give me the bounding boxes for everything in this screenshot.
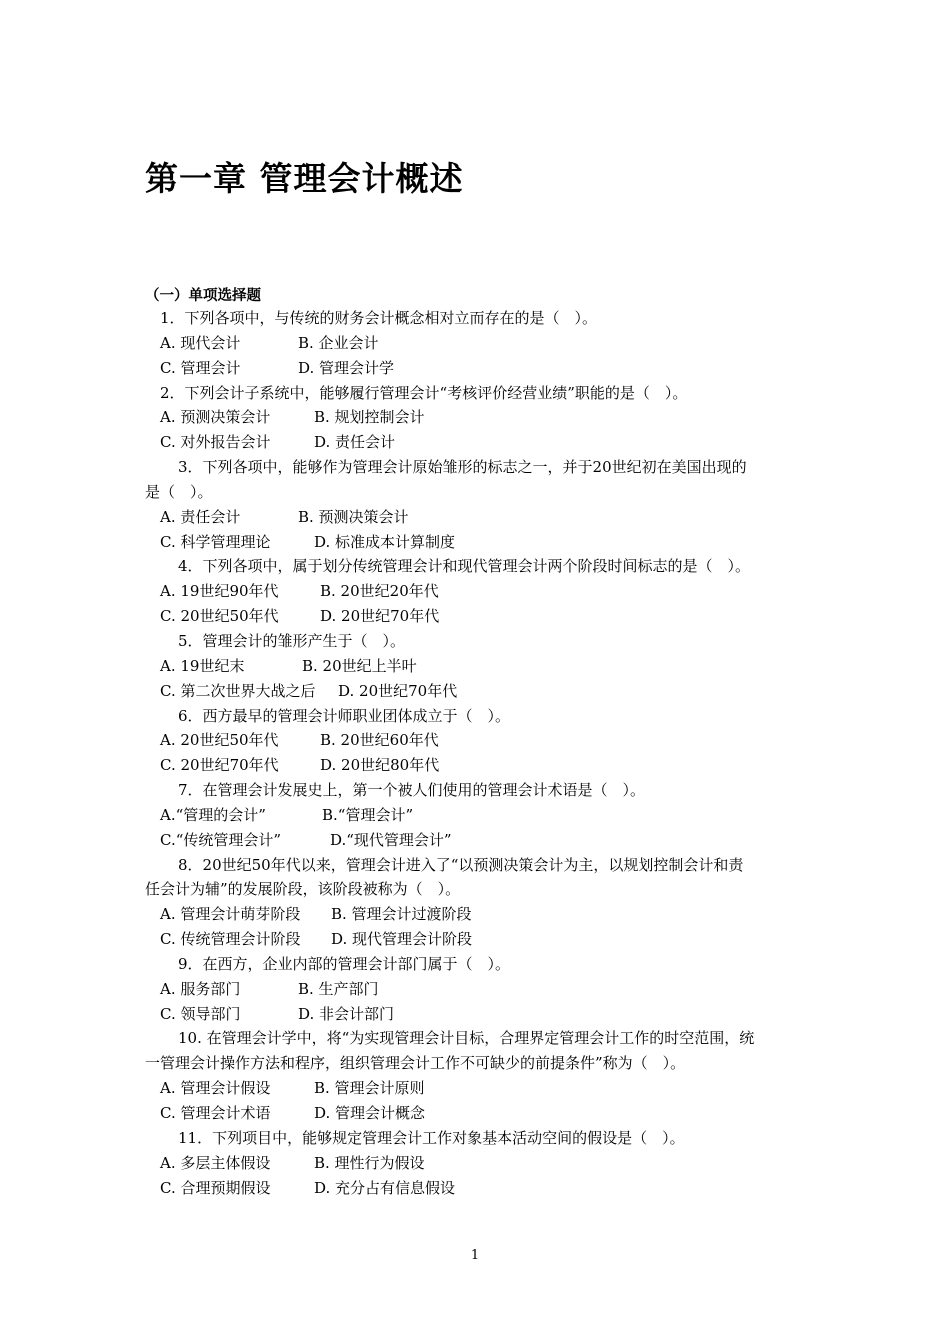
option: A. 责任会计: [160, 507, 241, 526]
option: C. 20世纪70年代: [160, 756, 279, 775]
option: C. 科学管理理论: [160, 532, 271, 551]
chapter-title: 第一章 管理会计概述: [145, 159, 464, 198]
question-stem: 7．在管理会计发展史上，第一个被人们使用的管理会计术语是（ ）。: [178, 781, 646, 800]
option: C. 对外报告会计: [160, 433, 271, 452]
option: B. 理性行为假设: [314, 1153, 425, 1172]
option: D. 标准成本计算制度: [314, 532, 456, 551]
question-stem: 1．下列各项中，与传统的财务会计概念相对立而存在的是（ ）。: [160, 309, 598, 327]
option-row: [145, 927, 813, 952]
option-row: [145, 902, 813, 927]
option: D. 管理会计概念: [314, 1104, 426, 1122]
option-row: [145, 828, 813, 853]
option-row: [145, 1002, 813, 1027]
option: A. 管理会计萌芽阶段: [160, 905, 301, 924]
question-stem-continued: 一管理会计操作方法和程序，组织管理会计工作不可缺少的前提条件”称为（ ）。: [145, 1054, 686, 1073]
option-row: [145, 654, 813, 679]
section-heading: （一）单项选择题: [145, 288, 261, 304]
option-row: [145, 753, 813, 778]
option-row: [145, 1176, 813, 1201]
option: B. 生产部门: [298, 979, 379, 998]
option-row: [145, 1101, 813, 1126]
question-stem: 6．西方最早的管理会计师职业团体成立于（ ）。: [178, 706, 511, 725]
option: C. 传统管理会计阶段: [160, 930, 301, 949]
page-number: 1: [470, 1248, 480, 1263]
option-row: [145, 1076, 813, 1101]
option-row: [145, 803, 813, 828]
option: D. 管理会计学: [298, 358, 395, 377]
option: C. 合理预期假设: [160, 1178, 271, 1197]
option-row: [145, 728, 813, 753]
option: B.“管理会计”: [322, 805, 414, 824]
option: A. 19世纪末: [160, 656, 245, 675]
option: B. 20世纪上半叶: [302, 656, 417, 675]
option: A. 服务部门: [160, 979, 241, 998]
option: A. 预测决策会计: [160, 408, 271, 427]
option-row: [145, 356, 813, 381]
question-stem: 10. 在管理会计学中，将“为实现管理会计目标，合理界定管理会计工作的时空范围，统: [178, 1029, 755, 1048]
option: C. 管理会计术语: [160, 1104, 271, 1122]
option: C. 第二次世界大战之后: [160, 681, 316, 700]
question-stem-continued: 任会计为辅”的发展阶段，该阶段被称为（ ）。: [145, 880, 461, 899]
question-list: [145, 306, 813, 1200]
option: A. 20世纪50年代: [160, 731, 279, 750]
option: D. 20世纪70年代: [338, 681, 458, 700]
option: B. 预测决策会计: [298, 507, 409, 526]
option: B. 20世纪20年代: [320, 582, 439, 601]
option-row: [145, 405, 813, 430]
option: C. 管理会计: [160, 358, 241, 377]
option-row: [145, 1151, 813, 1176]
option: C. 领导部门: [160, 1004, 241, 1023]
question-stem: 2．下列会计子系统中，能够履行管理会计“考核评价经营业绩”职能的是（ ）。: [160, 383, 688, 402]
option: D. 充分占有信息假设: [314, 1178, 456, 1197]
question-stem: 3．下列各项中，能够作为管理会计原始雏形的标志之一，并于20世纪初在美国出现的: [178, 458, 747, 477]
option: B. 规划控制会计: [314, 408, 425, 427]
option-row: [145, 331, 813, 356]
option-row: [145, 977, 813, 1002]
option-row: [145, 430, 813, 455]
option: A. 19世纪90年代: [160, 582, 279, 601]
option: C.“传统管理会计”: [160, 830, 282, 849]
option: D. 20世纪70年代: [320, 607, 440, 626]
option-row: [145, 505, 813, 530]
question-stem: 11．下列项目中，能够规定管理会计工作对象基本活动空间的假设是（ ）。: [178, 1128, 685, 1147]
option: D. 非会计部门: [298, 1004, 395, 1023]
question-stem: 4．下列各项中，属于划分传统管理会计和现代管理会计两个阶段时间标志的是（ ）。: [178, 557, 751, 576]
option-row: [145, 579, 813, 604]
question-stem: 9．在西方，企业内部的管理会计部门属于（ ）。: [178, 954, 511, 973]
option: D. 20世纪80年代: [320, 756, 440, 775]
option-row: [145, 530, 813, 555]
option: B. 管理会计过渡阶段: [331, 905, 472, 924]
option: D. 责任会计: [314, 433, 396, 452]
option: B. 管理会计原则: [314, 1079, 425, 1098]
option: D. 现代管理会计阶段: [331, 930, 473, 949]
question-stem-continued: 是（ ）。: [145, 482, 213, 501]
option: D.“现代管理会计”: [330, 830, 452, 849]
question-stem: 8．20世纪50年代以来，管理会计进入了“以预测决策会计为主，以规划控制会计和责: [178, 855, 744, 874]
option: A.“管理的会计”: [160, 805, 266, 824]
option: A. 多层主体假设: [160, 1153, 271, 1172]
option-row: [145, 679, 813, 704]
option: A. 管理会计假设: [160, 1079, 271, 1098]
question-stem: 5．管理会计的雏形产生于（ ）。: [178, 631, 406, 650]
option: B. 企业会计: [298, 333, 379, 352]
option-row: [145, 604, 813, 629]
option: A. 现代会计: [160, 333, 241, 352]
option: B. 20世纪60年代: [320, 731, 439, 750]
option: C. 20世纪50年代: [160, 607, 279, 626]
